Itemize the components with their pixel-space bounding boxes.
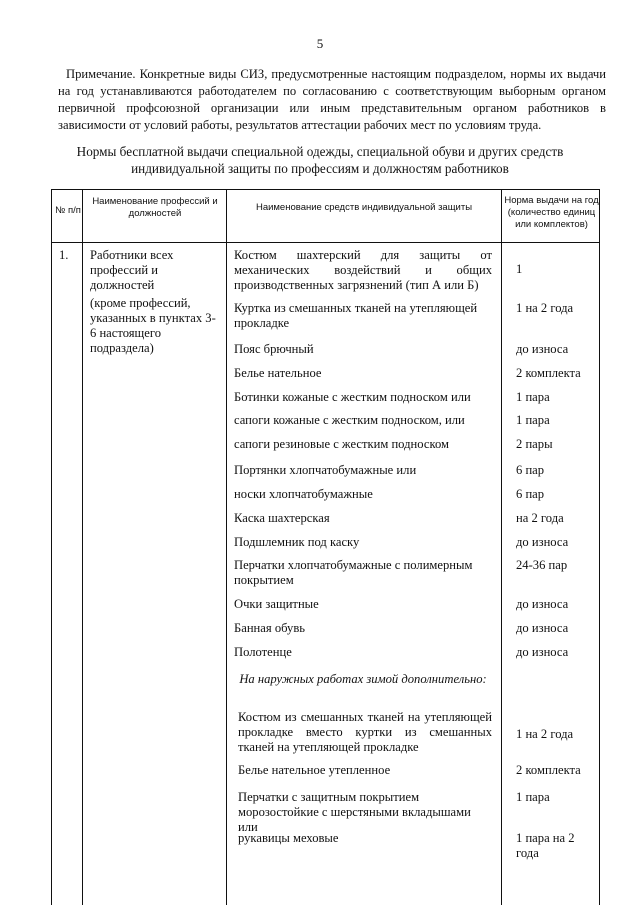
siz-item: Полотенце: [234, 645, 292, 659]
column-divider: [82, 190, 83, 905]
siz-norm: 1 пара на 2 года: [516, 831, 575, 860]
siz-norm: 1: [516, 262, 523, 276]
siz-item: сапоги резиновые с жестким подноском: [234, 437, 449, 451]
siz-norm: на 2 года: [516, 511, 564, 525]
siz-item: носки хлопчатобумажные: [234, 487, 373, 501]
winter-subheading: На наружных работах зимой дополнительно:: [239, 672, 487, 686]
table-title: Нормы бесплатной выдачи специальной одежды, специальной обуви и других средств индивидуальной защиты по профессиям и должностям работников: [76, 144, 564, 176]
siz-norm: до износа: [516, 342, 569, 356]
siz-norm: 2 комплекта: [516, 763, 581, 777]
header-items: Наименование средств индивидуальной защиты: [255, 202, 473, 213]
siz-norm: до износа: [516, 621, 569, 635]
siz-item: Пояс брючный: [234, 342, 314, 356]
profession-note: (кроме профессий, указанных в пунктах 3-6 настоящего подраздела): [90, 296, 216, 355]
siz-item: Портянки хлопчатобумажные или: [234, 463, 417, 477]
siz-item: Каска шахтерская: [234, 511, 330, 525]
siz-norm: до износа: [516, 597, 569, 611]
siz-norm: 24-36 пар: [516, 558, 568, 572]
header-divider: [52, 242, 599, 243]
siz-norm: 1 пара: [516, 390, 550, 404]
siz-item: Белье нательное: [234, 366, 322, 380]
header-profession: Наименование профессий и должностей: [92, 196, 218, 219]
siz-norms-table: [51, 189, 600, 905]
header-norm: Норма выдачи на год (количество единиц или комплектов): [504, 195, 599, 230]
siz-norm: 1 пара: [516, 413, 550, 427]
page-number: 5: [316, 36, 324, 51]
siz-norm: до износа: [516, 535, 569, 549]
siz-item: Ботинки кожаные с жестким подноском или: [234, 390, 471, 404]
siz-item: Перчатки хлопчатобумажные с полимерным покрытием: [234, 558, 473, 587]
column-divider: [226, 190, 227, 905]
siz-item: Очки защитные: [234, 597, 319, 611]
siz-item: Банная обувь: [234, 621, 306, 635]
note-paragraph: Примечание. Конкретные виды СИЗ, предусмотренные настоящим подразделом, нормы их выдачи на год устанавливаются работодателем по согласованию с соответствующим выборным органом первичной профсоюзной организации или иным представительным органом работников в зависимости от условий работы, результатов аттестации рабочих мест по условиям труда.: [58, 67, 606, 132]
column-divider: [501, 190, 502, 905]
siz-item: рукавицы меховые: [238, 831, 339, 845]
header-num: № п/п: [55, 205, 81, 216]
siz-item: Костюм из смешанных тканей на утепляющей прокладке вместо куртки из смешанных тканей на утепляющей прокладке: [238, 710, 492, 754]
siz-item: Куртка из смешанных тканей на утепляющей прокладке: [234, 301, 478, 330]
siz-item: Подшлемник под каску: [234, 535, 360, 549]
siz-norm: 1 на 2 года: [516, 301, 574, 315]
siz-item: Перчатки с защитным покрытием морозостойкие с шерстяными вкладышами или: [238, 790, 471, 834]
siz-item: Белье нательное утепленное: [238, 763, 391, 777]
siz-norm: 2 комплекта: [516, 366, 581, 380]
row-number: 1.: [59, 248, 69, 262]
siz-norm: 1 пара: [516, 790, 550, 804]
siz-norm: 1 на 2 года: [516, 727, 574, 741]
siz-item: сапоги кожаные с жестким подноском, или: [234, 413, 465, 427]
profession-name: Работники всех профессий и должностей: [90, 248, 174, 292]
siz-item: Костюм шахтерский для защиты от механических воздействий и общих производственных загрязнений (тип А или Б): [234, 248, 492, 292]
siz-norm: до износа: [516, 645, 569, 659]
siz-norm: 6 пар: [516, 487, 545, 501]
siz-norm: 6 пар: [516, 463, 545, 477]
siz-norm: 2 пары: [516, 437, 553, 451]
